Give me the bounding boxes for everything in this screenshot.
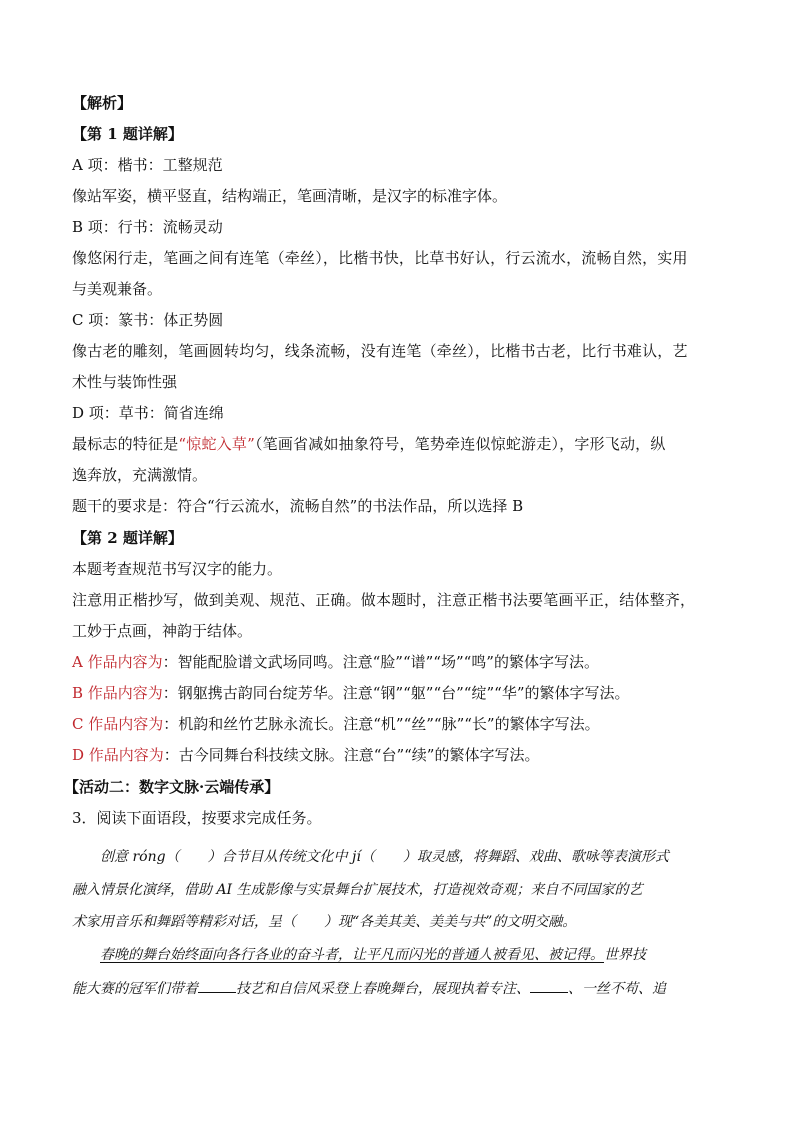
q2-item-c-text: ：机韵和丝竹艺脉永流长。注意“机”“丝”“脉”“长”的繁体字写法。 — [163, 715, 600, 733]
q2-heading: 【第 2 题详解】 — [72, 529, 183, 547]
q2-item-a-text: ：智能配脸谱文武场同鸣。注意“脸”“谱”“场”“鸣”的繁体字写法。 — [162, 653, 599, 671]
q2-item-d-label: D 作品内容为 — [72, 746, 164, 764]
q1-option-c-desc-line1: 像古老的雕刻，笔画圆转均匀，线条流畅，没有连笔（牵丝），比楷书古老，比行书难认，艺 — [72, 342, 688, 360]
q2-item-b-label: B 作品内容为 — [72, 684, 163, 702]
q1-conclusion: 题干的要求是：符合“行云流水，流畅自然”的书法作品，所以选择 B — [72, 497, 524, 515]
q1-option-b-title: B 项：行书：流畅灵动 — [72, 218, 223, 236]
answer-blank-2[interactable] — [530, 978, 568, 993]
d-desc-highlight: “惊蛇入草” — [178, 435, 255, 453]
activity2-heading: 【活动二：数字文脉·云端传承】 — [64, 778, 280, 796]
analysis-heading: 【解析】 — [72, 94, 133, 112]
answer-blank-1[interactable] — [198, 978, 236, 993]
q2-item-a-label: A 作品内容为 — [72, 653, 163, 671]
passage-p1-line3: 术家用音乐和舞蹈等精彩对话，呈（ ）现“各美其美、美美与共”的文明交融。 — [72, 914, 577, 930]
passage-p2-line1-tail: 世界技 — [604, 947, 646, 963]
passage-p2-line2-part1: 能大赛的冠军们带着 — [72, 981, 198, 997]
passage-p2-line1 — [100, 945, 730, 965]
passage-p2-line2-part3: 、一丝不苟、追 — [568, 981, 666, 997]
d-desc-suffix: （笔画省减如抽象符号，笔势牵连似惊蛇游走），字形飞动，纵 — [254, 435, 666, 453]
q2-item-c-label: C 作品内容为 — [72, 715, 164, 733]
q2-note-line1: 注意用正楷抄写，做到美观、规范、正确。做本题时，注意正楷书法要笔画平正，结体整齐， — [72, 591, 696, 609]
q2-note-line2: 工妙于点画，神韵于结体。 — [72, 622, 253, 640]
q2-item-b — [72, 683, 732, 703]
d-desc-prefix: 最标志的特征是 — [72, 435, 179, 453]
q3-prompt: 3．阅读下面语段，按要求完成任务。 — [72, 809, 322, 827]
q2-item-b-text: ：钢躯携古韵同台绽芳华。注意“钢”“躯”“台”“绽”“华”的繁体字写法。 — [162, 684, 630, 702]
passage-p2-line2 — [72, 978, 732, 999]
q1-option-d-title: D 项：草书：简省连绵 — [72, 404, 224, 422]
passage-p1-line1: 创意 róng（ ）合节目从传统文化中 jí（ ）取灵感，将舞蹈、戏曲、歌咏等表演形式 — [100, 849, 669, 865]
q1-option-a-desc: 像站军姿，横平竖直，结构端正，笔画清晰，是汉字的标准字体。 — [72, 187, 508, 205]
q2-intro: 本题考查规范书写汉字的能力。 — [72, 560, 283, 578]
q1-option-b-desc-line2: 与美观兼备。 — [72, 280, 163, 298]
q1-option-a-title: A 项：楷书：工整规范 — [72, 156, 223, 174]
passage-p1-line2: 融入情景化演绎，借助 AI 生成影像与实景舞台扩展技术，打造视效奇观；来自不同国家的艺 — [72, 882, 643, 898]
q2-item-d-text: ：古今同舞台科技续文脉。注意“台”“续”的繁体字写法。 — [163, 746, 540, 764]
q1-heading: 【第 1 题详解】 — [72, 125, 183, 143]
q1-option-c-title: C 项：篆书：体正势圆 — [72, 311, 224, 329]
q1-option-d-desc-line1 — [72, 434, 732, 454]
q1-option-b-desc-line1: 像悠闲行走，笔画之间有连笔（牵丝），比楷书快，比草书好认，行云流水，流畅自然，实用 — [72, 249, 688, 267]
q1-option-c-desc-line2: 术性与装饰性强 — [72, 373, 178, 391]
q1-option-d-desc-line2: 逸奔放，充满激情。 — [72, 466, 208, 484]
q2-item-c — [72, 714, 732, 734]
q2-item-a — [72, 652, 732, 672]
passage-underlined-sentence: 春晚的舞台始终面向各行各业的奋斗者，让平凡而闪光的普通人被看见、被记得。 — [100, 947, 604, 963]
passage-p2-line2-part2: 技艺和自信风采登上春晚舞台，展现执着专注、 — [236, 981, 530, 997]
q2-item-d — [72, 745, 732, 765]
